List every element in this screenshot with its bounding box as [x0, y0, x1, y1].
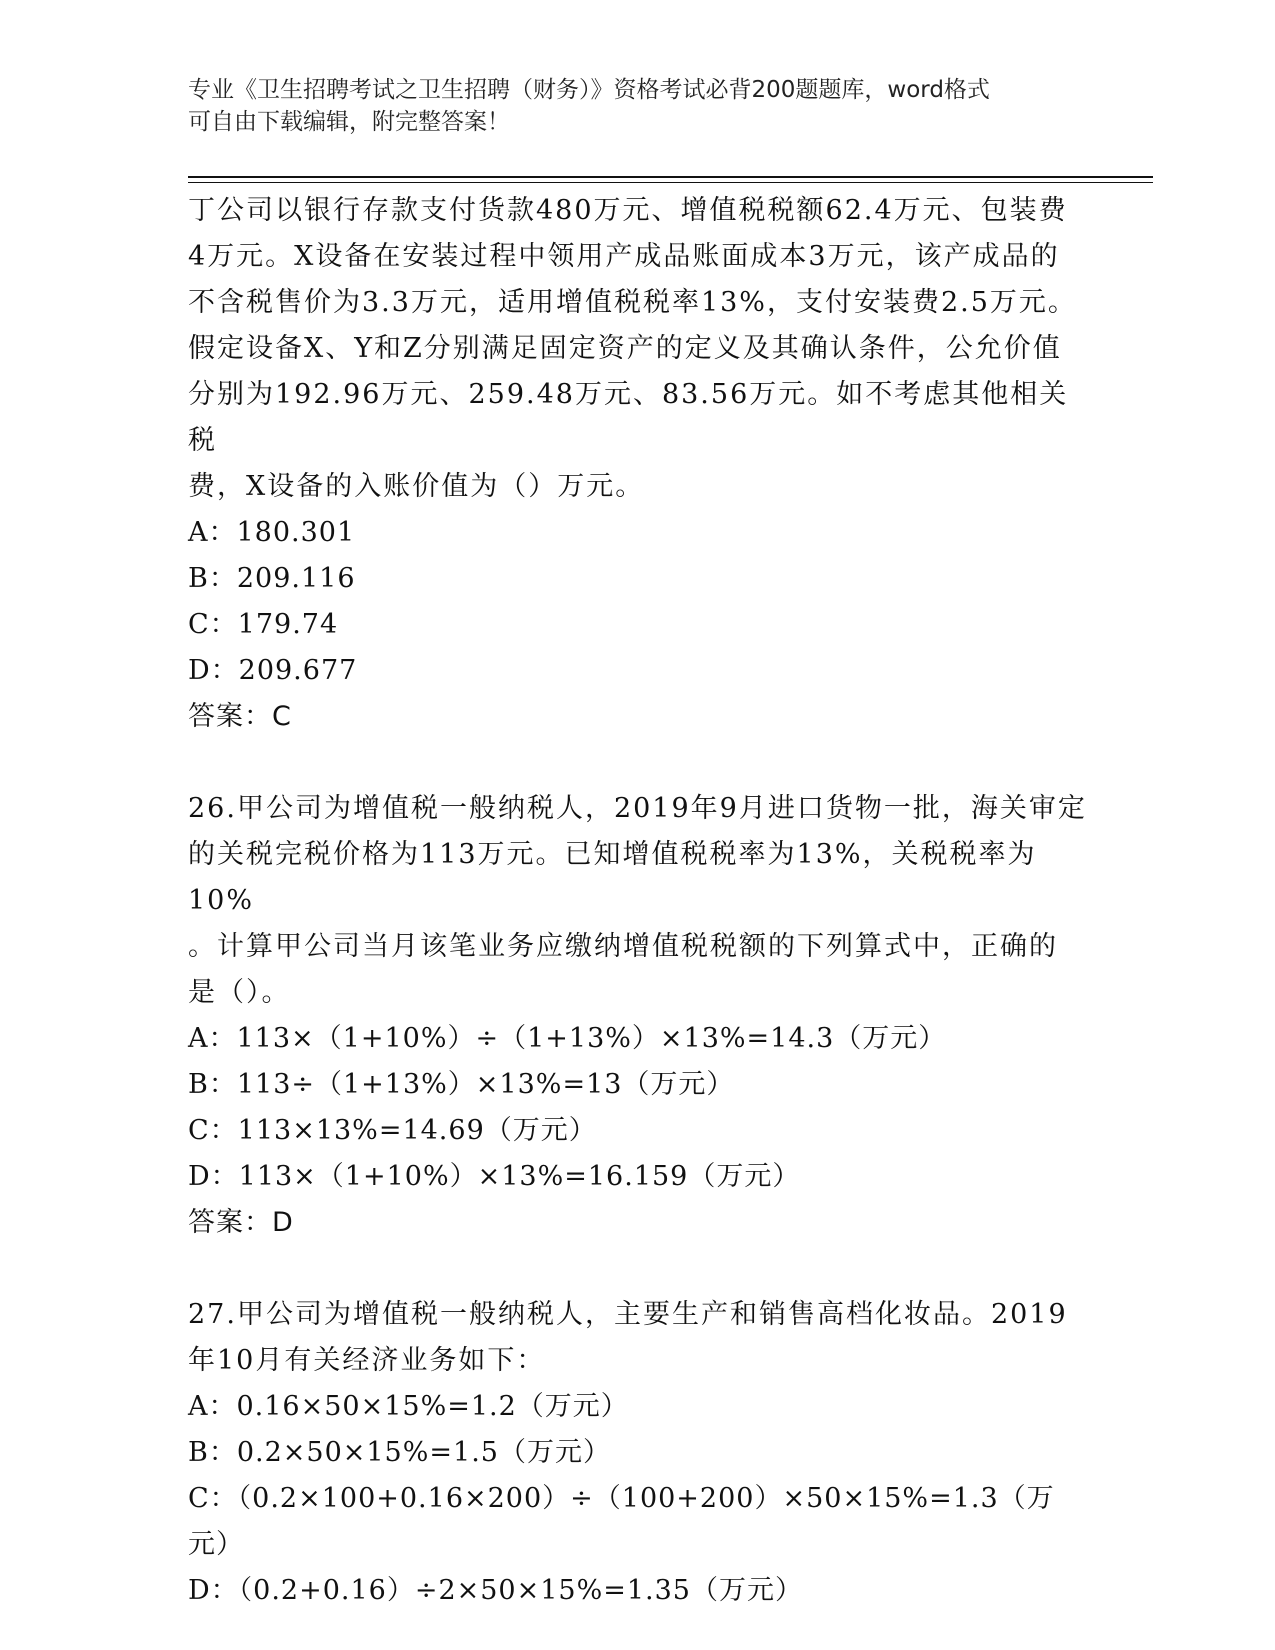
- question-text-line: 27.甲公司为增值税一般纳税人，主要生产和销售高档化妆品。2019: [188, 1299, 1068, 1330]
- option-b: B：113÷（1+13%）×13%=13（万元）: [188, 1069, 735, 1100]
- header-line-1: 专业《卫生招聘考试之卫生招聘（财务）》资格考试必背200题题库，word格式: [188, 77, 990, 103]
- header-rule-thick: [188, 176, 1153, 178]
- option-d: D：209.677: [188, 655, 358, 686]
- option-b: B：209.116: [188, 563, 356, 594]
- option-a: A：180.301: [188, 517, 356, 548]
- question-text-line: 费，X设备的入账价值为（）万元。: [188, 471, 645, 502]
- question-text-line: 。计算甲公司当月该笔业务应缴纳增值税税额的下列算式中，正确的: [188, 931, 1058, 962]
- question-text-line: 不含税售价为3.3万元，适用增值税税率13%，支付安装费2.5万元。: [188, 287, 1077, 318]
- question-text-line: 4万元。X设备在安装过程中领用产成品账面成本3万元，该产成品的: [188, 241, 1060, 272]
- header-rule-thin: [188, 182, 1153, 183]
- question-text-line: 假定设备X、Y和Z分别满足固定资产的定义及其确认条件，公允价值: [188, 333, 1062, 364]
- question-text-line: 年10月有关经济业务如下：: [188, 1345, 546, 1376]
- question-text-line: 26.甲公司为增值税一般纳税人，2019年9月进口货物一批，海关审定: [188, 793, 1087, 824]
- option-a: A：0.16×50×15%=1.2（万元）: [188, 1391, 629, 1422]
- question-27: [188, 1292, 1088, 1614]
- option-c: C：179.74: [188, 609, 339, 640]
- question-text-line: 分别为192.96万元、259.48万元、83.56万元。如不考虑其他相关税: [188, 379, 1069, 456]
- option-a: A：113×（1+10%）÷（1+13%）×13%=14.3（万元）: [188, 1023, 947, 1054]
- question-26: [188, 786, 1088, 1246]
- answer: 答案：C: [188, 701, 292, 732]
- option-c: C：113×13%=14.69（万元）: [188, 1115, 597, 1146]
- header-line-2: 可自由下载编辑，附完整答案！: [188, 109, 510, 135]
- document-header: [188, 74, 1088, 138]
- option-b: B：0.2×50×15%=1.5（万元）: [188, 1437, 611, 1468]
- answer: 答案：D: [188, 1207, 294, 1238]
- question-text-line: 丁公司以银行存款支付货款480万元、增值税税额62.4万元、包装费: [188, 195, 1068, 226]
- document-body: [188, 188, 1088, 1614]
- question-text-line: 是（）。: [188, 977, 291, 1008]
- option-d: D：（0.2+0.16）÷2×50×15%=1.35（万元）: [188, 1575, 803, 1606]
- question-text-line: 的关税完税价格为113万元。已知增值税税率为13%，关税税率为10%: [188, 839, 1037, 916]
- option-d: D：113×（1+10%）×13%=16.159（万元）: [188, 1161, 801, 1192]
- option-c: C：（0.2×100+0.16×200）÷（100+200）×50×15%=1.3（万元）: [188, 1483, 1055, 1560]
- question-25: [188, 188, 1088, 740]
